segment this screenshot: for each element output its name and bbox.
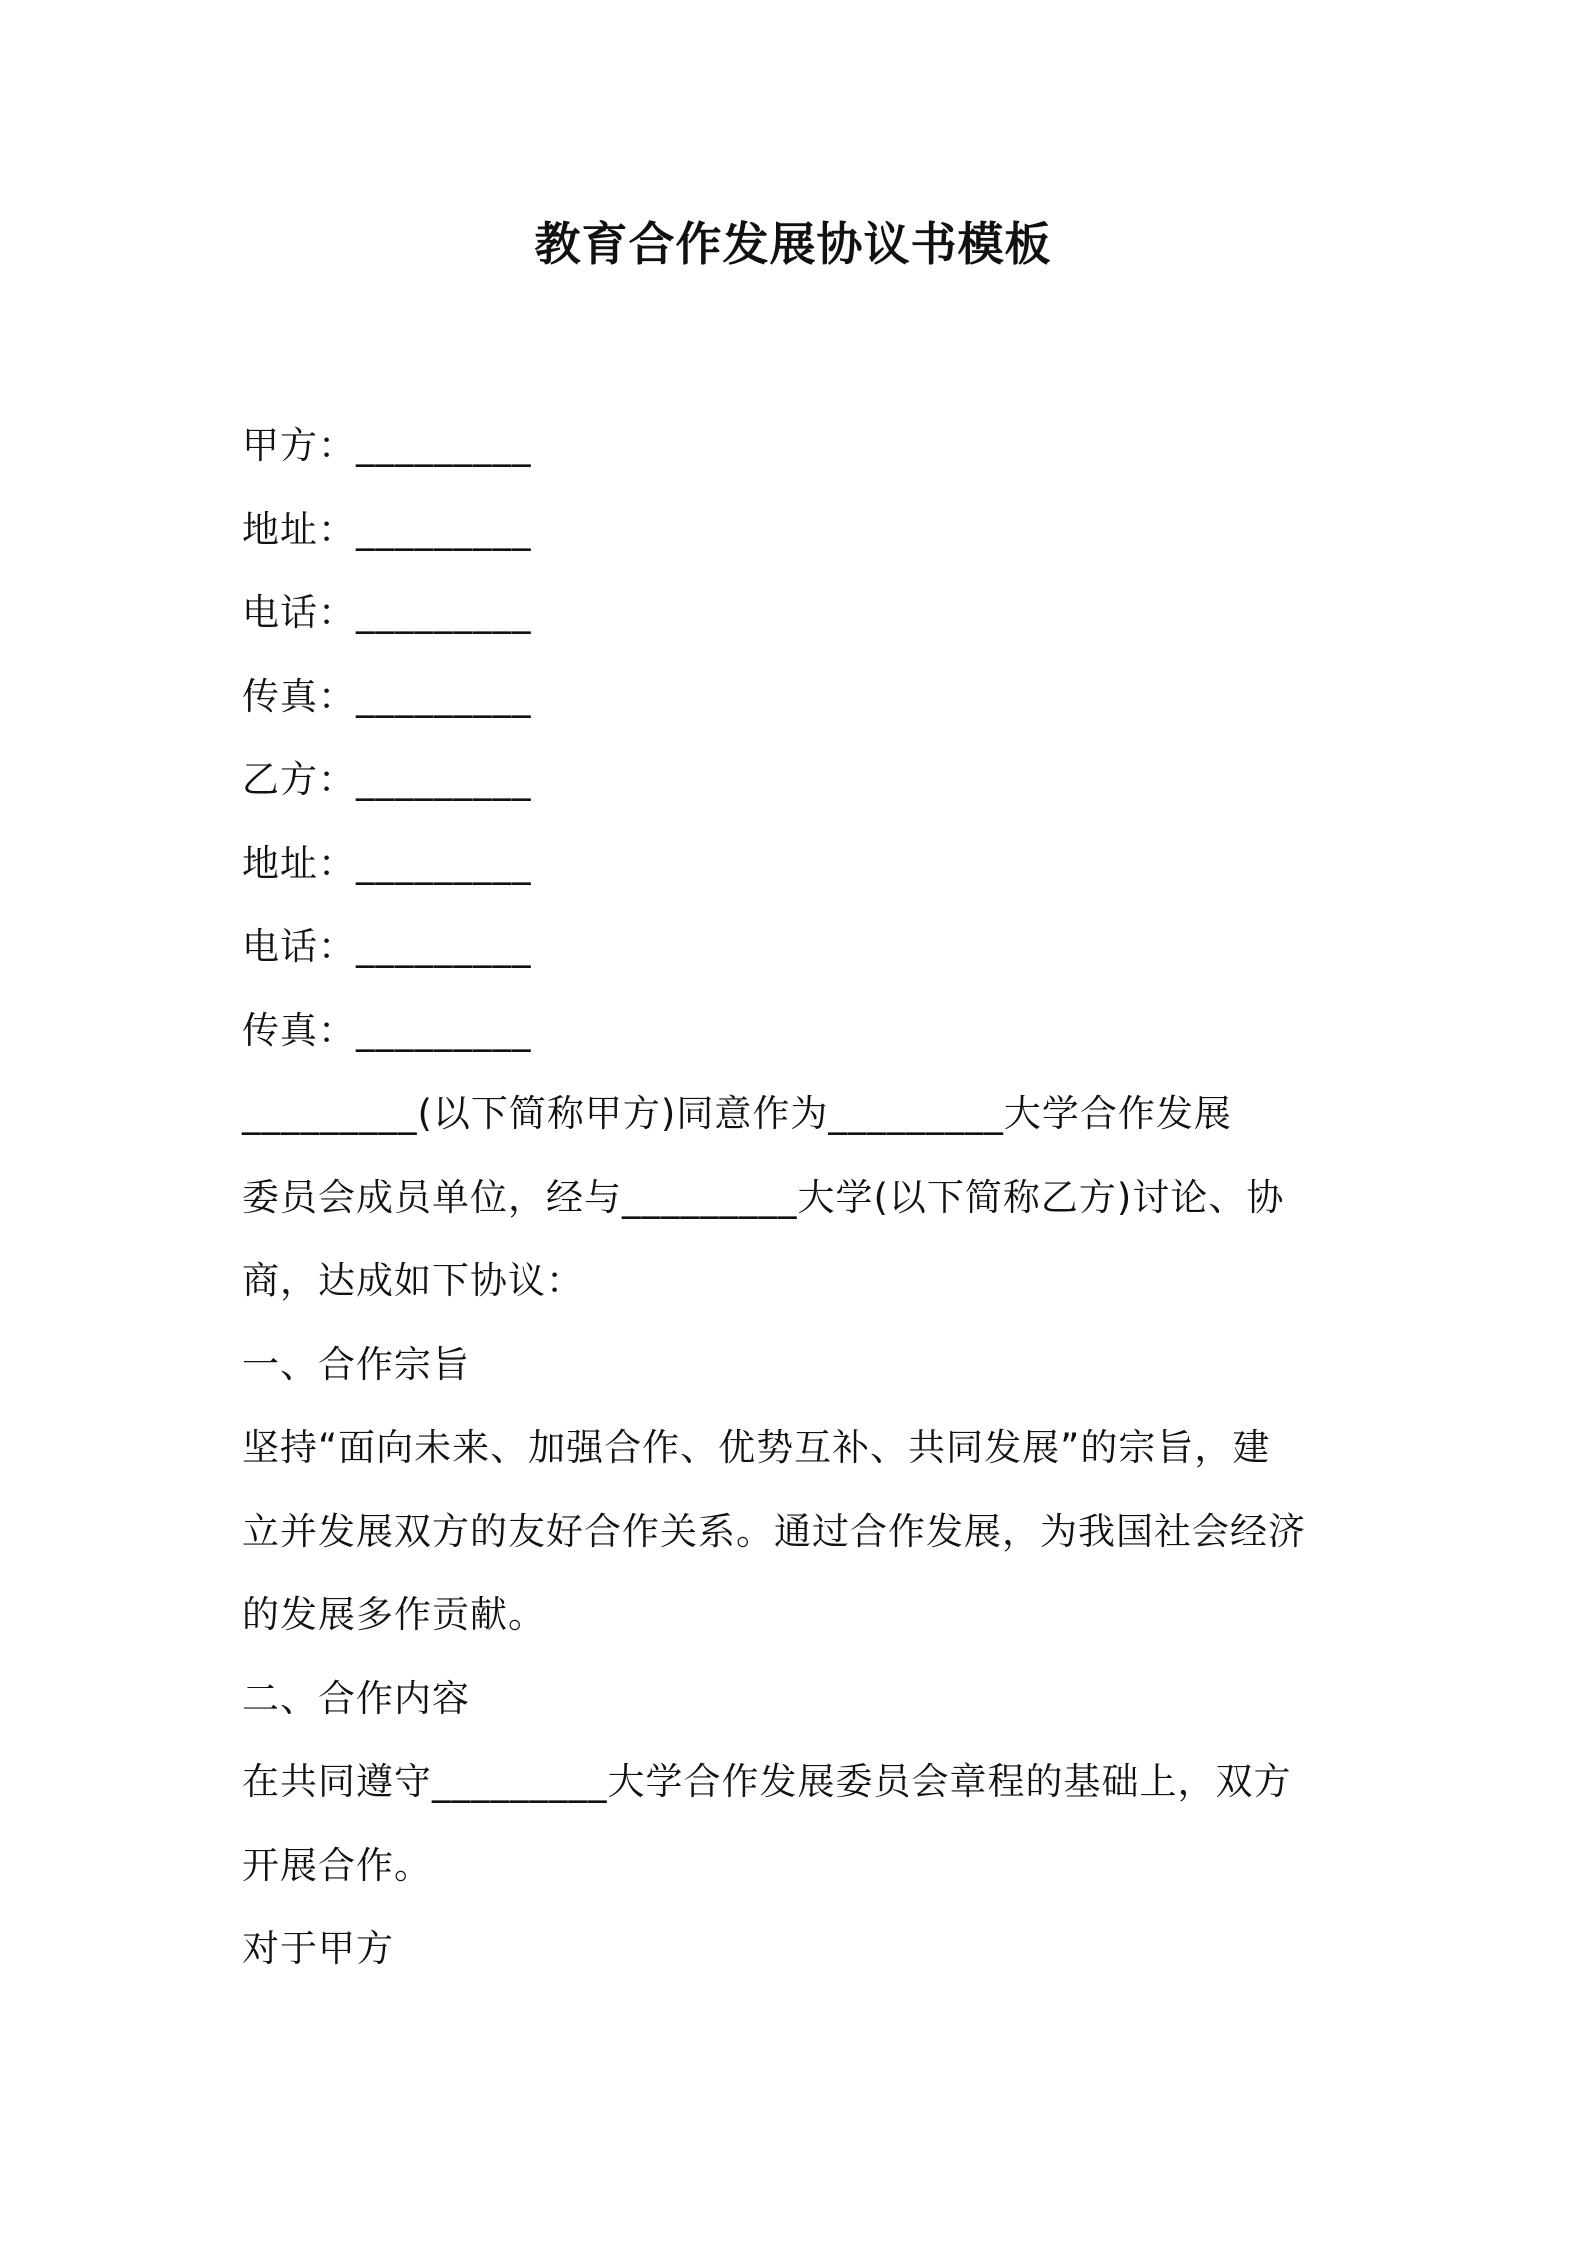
intro-line-3: 商，达成如下协议： <box>242 1259 584 1302</box>
intro-line-2: 委员会成员单位，经与_________大学(以下简称乙方)讨论、协 <box>242 1175 1285 1219</box>
party-b-name-line: 乙方：_________ <box>242 758 532 801</box>
party-b-address-line: 地址：_________ <box>242 841 532 885</box>
document-body <box>242 404 1354 1991</box>
section-1-line-2: 立并发展双方的友好合作关系。通过合作发展，为我国社会经济 <box>242 1509 1306 1553</box>
section-2-heading: 二、合作内容 <box>242 1676 470 1720</box>
section-1-heading: 一、合作宗旨 <box>242 1342 470 1386</box>
section-2-line-1: 在共同遵守_________大学合作发展委员会章程的基础上，双方 <box>242 1760 1292 1803</box>
party-a-fax-line: 传真：_________ <box>242 674 532 718</box>
section-2-line-2: 开展合作。 <box>242 1843 432 1887</box>
section-1-line-1: 坚持“面向未来、加强合作、优势互补、共同发展”的宗旨，建 <box>242 1426 1271 1469</box>
party-b-phone-line: 电话：_________ <box>242 925 532 968</box>
section-1-line-3: 的发展多作贡献。 <box>242 1593 546 1636</box>
intro-line-1: _________(以下简称甲方)同意作为_________大学合作发展 <box>242 1092 1232 1135</box>
document-title: 教育合作发展协议书模板 <box>534 217 1052 271</box>
party-a-obligations-heading: 对于甲方 <box>242 1927 394 1970</box>
party-b-fax-line: 传真：_________ <box>242 1008 532 1052</box>
party-a-address-line: 地址：_________ <box>242 507 532 551</box>
party-a-phone-line: 电话：_________ <box>242 591 532 634</box>
party-a-name-line: 甲方：_________ <box>242 424 532 467</box>
